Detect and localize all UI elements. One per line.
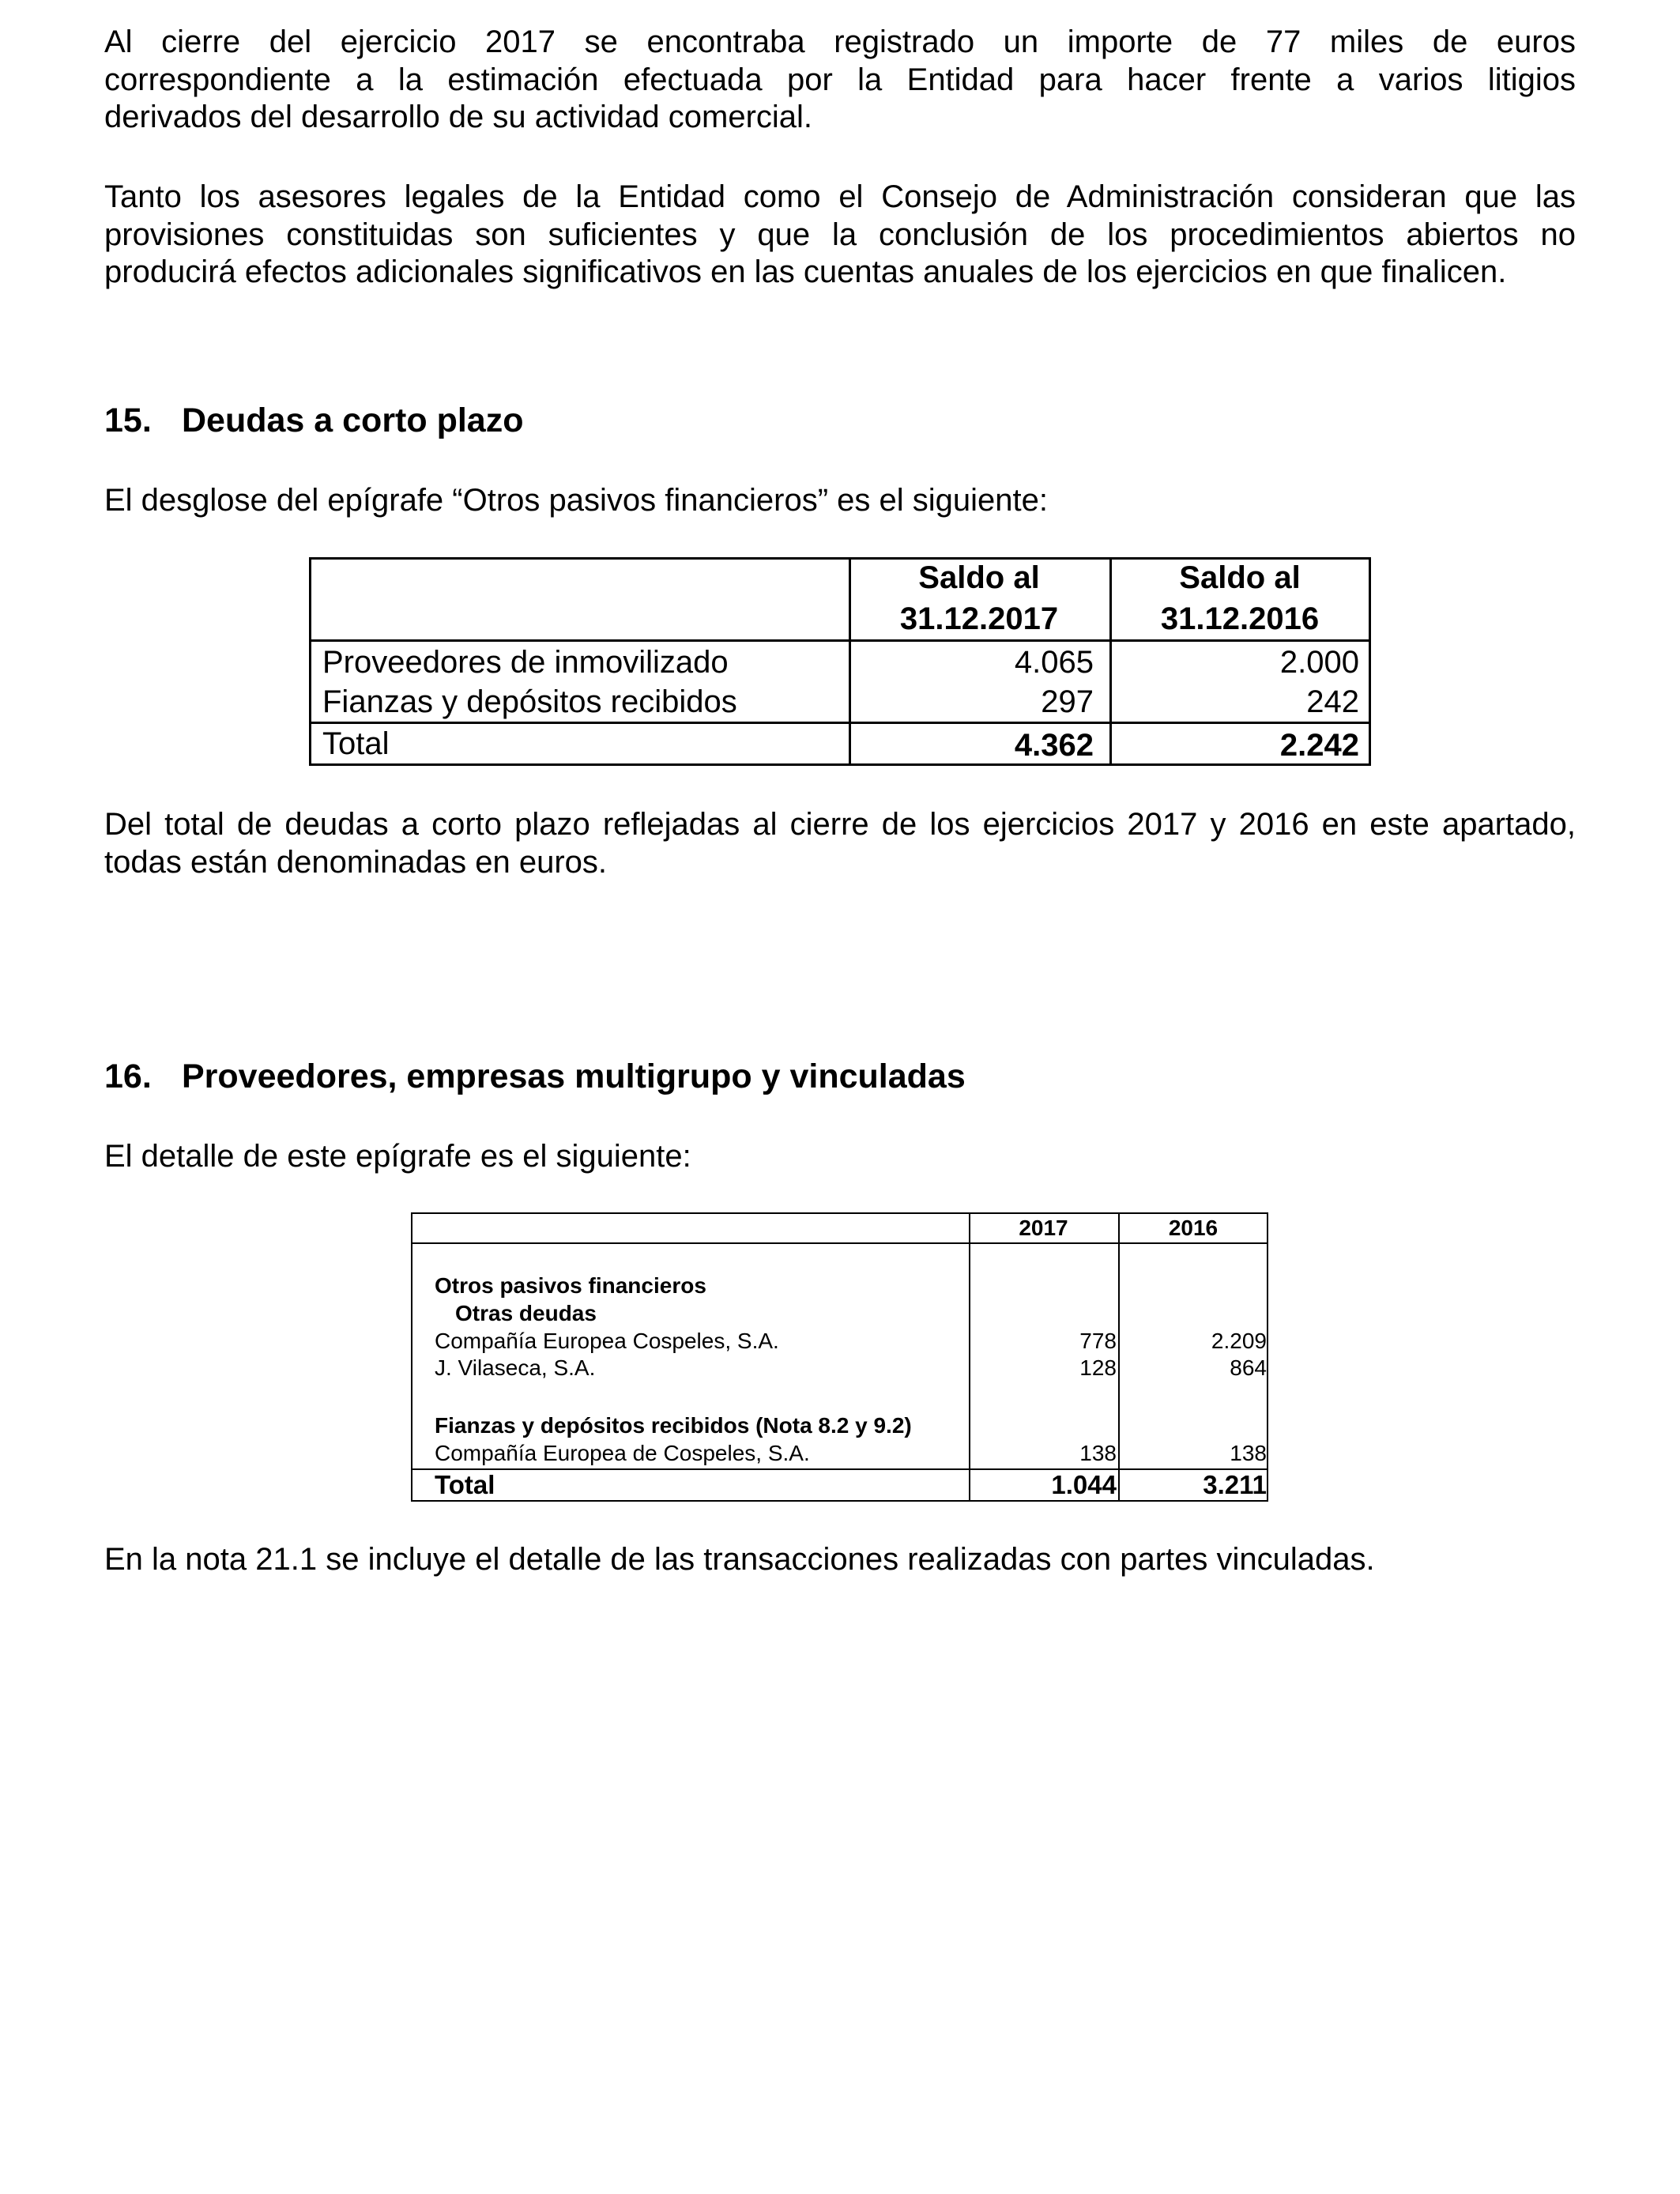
subgroup-label: Otras deudas bbox=[455, 1301, 597, 1325]
intro-paragraph-2 bbox=[104, 179, 1576, 292]
section-number: 15. bbox=[104, 401, 152, 439]
text-line: Tanto los asesores legales de la Entidad como el Consejo de Administración consideran que las bbox=[104, 179, 1576, 214]
row-value-2017: 297 bbox=[1041, 684, 1094, 719]
row-label: Proveedores de inmovilizado bbox=[322, 645, 729, 680]
section-16-note bbox=[104, 1541, 1576, 1579]
text-line: El detalle de este epígrafe es el siguiente: bbox=[104, 1139, 691, 1174]
text-line: derivados del desarrollo de su actividad comercial. bbox=[104, 100, 813, 134]
total-value-2017: 4.362 bbox=[1014, 728, 1094, 763]
row-label: J. Vilaseca, S.A. bbox=[435, 1355, 596, 1380]
row-value-2016: 242 bbox=[1306, 684, 1359, 719]
text-line: El desglose del epígrafe “Otros pasivos financieros” es el siguiente: bbox=[104, 483, 1048, 518]
section-15-note bbox=[104, 806, 1576, 881]
row-value-2016: 864 bbox=[1230, 1355, 1267, 1380]
row-value-2016: 2.209 bbox=[1211, 1329, 1267, 1353]
text-line: producirá efectos adicionales significativos en las cuentas anuales de los ejercicios en que finalicen. bbox=[104, 254, 1507, 289]
column-header-line: Saldo al bbox=[1179, 560, 1301, 595]
column-header-line: 31.12.2016 bbox=[1160, 601, 1320, 636]
header-divider bbox=[412, 1242, 1267, 1244]
column-header-2016: 2016 bbox=[1168, 1216, 1219, 1240]
section-number: 16. bbox=[104, 1057, 152, 1095]
section-16-intro bbox=[104, 1138, 1576, 1176]
total-value-2017: 1.044 bbox=[1051, 1470, 1117, 1499]
total-value-2016: 3.211 bbox=[1203, 1470, 1267, 1499]
row-label: Compañía Europea Cospeles, S.A. bbox=[435, 1329, 779, 1353]
text-line: En la nota 21.1 se incluye el detalle de las transacciones realizadas con partes vinculadas. bbox=[104, 1542, 1375, 1577]
section-15-intro bbox=[104, 482, 1576, 520]
row-value-2017: 778 bbox=[1079, 1329, 1117, 1353]
row-value-2017: 4.065 bbox=[1014, 645, 1094, 680]
section-15-heading bbox=[104, 401, 523, 440]
group-label: Fianzas y depósitos recibidos (Nota 8.2 y 9.2) bbox=[435, 1413, 912, 1438]
row-value-2017: 138 bbox=[1079, 1441, 1117, 1465]
row-value-2016: 2.000 bbox=[1279, 645, 1359, 680]
total-label: Total bbox=[435, 1470, 495, 1499]
row-value-2016: 138 bbox=[1230, 1441, 1267, 1465]
section-title: Deudas a corto plazo bbox=[182, 401, 524, 439]
text-line: correspondiente a la estimación efectuada por la Entidad para hacer frente a varios litigios bbox=[104, 62, 1576, 97]
related-parties-table bbox=[411, 1212, 1268, 1502]
section-16-heading bbox=[104, 1057, 966, 1096]
section-title: Proveedores, empresas multigrupo y vinculadas bbox=[182, 1057, 966, 1095]
text-line: todas están denominadas en euros. bbox=[104, 844, 607, 880]
column-header-line: 31.12.2017 bbox=[899, 601, 1059, 636]
group-label: Otros pasivos financieros bbox=[435, 1273, 706, 1298]
short-term-debt-table bbox=[309, 557, 1371, 766]
row-label: Fianzas y depósitos recibidos bbox=[322, 684, 737, 719]
column-header-line: Saldo al bbox=[918, 560, 1040, 595]
text-line: Del total de deudas a corto plazo reflejadas al cierre de los ejercicios 2017 y 2016 en este apartado, bbox=[104, 807, 1576, 842]
total-value-2016: 2.242 bbox=[1279, 728, 1359, 763]
column-header-2016 bbox=[1109, 557, 1370, 639]
text-line: Al cierre del ejercicio 2017 se encontraba registrado un importe de 77 miles de euros bbox=[104, 25, 1576, 59]
intro-paragraph-1 bbox=[104, 24, 1576, 137]
column-header-2017 bbox=[849, 557, 1109, 639]
text-line: provisiones constituidas son suficientes y que la conclusión de los procedimientos abiertos no bbox=[104, 217, 1576, 252]
row-value-2017: 128 bbox=[1079, 1355, 1117, 1380]
column-header-2017: 2017 bbox=[1019, 1216, 1068, 1240]
row-label: Compañía Europea de Cospeles, S.A. bbox=[435, 1441, 810, 1465]
total-label: Total bbox=[322, 726, 390, 761]
